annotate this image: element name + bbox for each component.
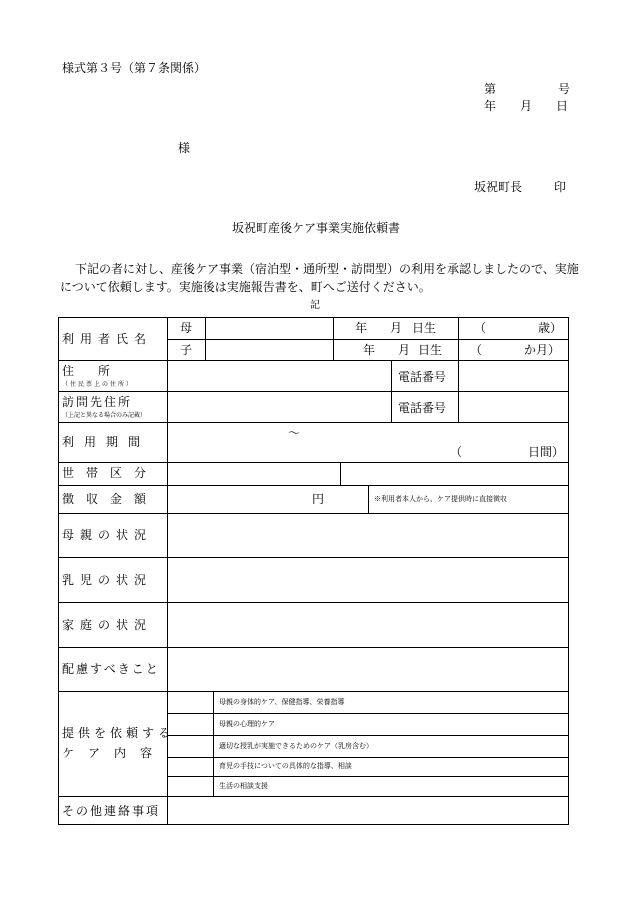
care-item: 母親の心理的ケア	[219, 720, 275, 728]
care-item: 母親の身体的ケア、保健指導、栄養指導	[219, 698, 345, 706]
seal-mark: 印	[554, 180, 567, 194]
address-note: （住民票上の住所）	[62, 381, 135, 388]
other-label: その他連絡事項	[62, 804, 161, 818]
care-check-5[interactable]	[168, 777, 212, 795]
care-check-2[interactable]	[168, 714, 212, 734]
period-field[interactable]	[168, 423, 567, 461]
care-check-1[interactable]	[168, 692, 212, 712]
number-suffix: 号	[558, 82, 571, 96]
period-days-unit: 日間）	[528, 445, 565, 459]
mother-birth-day: 日生	[412, 321, 437, 335]
mother-age-open: （	[474, 321, 487, 335]
period-days-open: （	[450, 445, 463, 459]
child-label: 子	[180, 343, 193, 357]
care-check-3[interactable]	[168, 736, 212, 756]
other-field[interactable]	[168, 797, 567, 823]
mother-name-field[interactable]	[206, 318, 332, 338]
date-month: 月	[520, 99, 533, 113]
fee-field[interactable]	[168, 486, 367, 512]
considerations-field[interactable]	[168, 648, 567, 690]
visit-address-note: （上記と異なる場合のみ記載）	[62, 412, 147, 419]
phone-field[interactable]	[459, 361, 567, 390]
date-day: 日	[556, 99, 569, 113]
period-tilde: ～	[288, 426, 301, 440]
mother-birth-year: 年	[355, 321, 368, 335]
visit-address-label: 訪問先住所	[62, 395, 133, 409]
care-item: 生活の相談支援	[219, 782, 268, 790]
care-item: 育児の手技についての具体的な指導、相談	[219, 762, 352, 770]
number-prefix: 第	[484, 82, 497, 96]
child-birth-year: 年	[363, 343, 376, 357]
fee-label: 徴収金額	[62, 492, 159, 506]
user-name-label: 利用者氏名	[62, 332, 153, 346]
child-age-open: （	[470, 343, 483, 357]
household-label: 世帯区分	[62, 466, 159, 480]
mother-birth-month: 月	[390, 321, 403, 335]
intro-line-1: 下記の者に対し、産後ケア事業（宿泊型・通所型・訪問型）の利用を承認しましたので、実施	[75, 262, 579, 276]
considerations-label: 配慮すべきこと	[62, 662, 160, 676]
document-title: 坂祝町産後ケア事業実施依頼書	[232, 221, 401, 235]
fee-note: ※利用者本人から、ケア提供時に直接徴収	[374, 495, 507, 503]
household-field[interactable]	[168, 463, 339, 484]
visit-phone-label: 電話番号	[398, 401, 447, 415]
child-name-field[interactable]	[206, 340, 332, 359]
infant-status-field[interactable]	[168, 558, 567, 601]
address-field[interactable]	[168, 361, 390, 390]
date-year: 年	[484, 99, 497, 113]
family-status-label: 家庭の状況	[62, 618, 153, 632]
form-number: 様式第３号（第７条関係）	[62, 61, 207, 75]
fee-unit: 円	[312, 492, 325, 506]
care-check-4[interactable]	[168, 758, 212, 775]
visit-address-field[interactable]	[168, 392, 390, 421]
period-label: 利用期間	[62, 435, 151, 449]
visit-phone-field[interactable]	[459, 392, 567, 421]
infant-status-label: 乳児の状況	[62, 573, 153, 587]
child-birth-month: 月	[398, 343, 411, 357]
phone-label: 電話番号	[398, 370, 447, 384]
care-item: 適切な授乳が実施できるためのケア（乳房含む）	[219, 742, 373, 750]
mother-label: 母	[180, 321, 193, 335]
care-label-line-2: ケア内容	[62, 746, 167, 760]
child-age-unit: か月）	[524, 343, 561, 357]
ki-mark: 記	[310, 300, 320, 311]
mother-status-field[interactable]	[168, 514, 567, 556]
care-label-line-1: 提供を依頼する	[62, 726, 175, 740]
mother-status-label: 母親の状況	[62, 528, 153, 542]
issuer: 坂祝町長	[474, 180, 523, 194]
family-status-field[interactable]	[168, 603, 567, 646]
address-label: 住 所	[62, 364, 111, 378]
mother-age-unit: 歳）	[538, 321, 563, 335]
child-birth-day: 日生	[418, 343, 443, 357]
intro-line-2: について依頼します。実施後は実施報告書を、町へご送付ください。	[60, 280, 431, 294]
recipient-honorific: 様	[178, 141, 191, 155]
